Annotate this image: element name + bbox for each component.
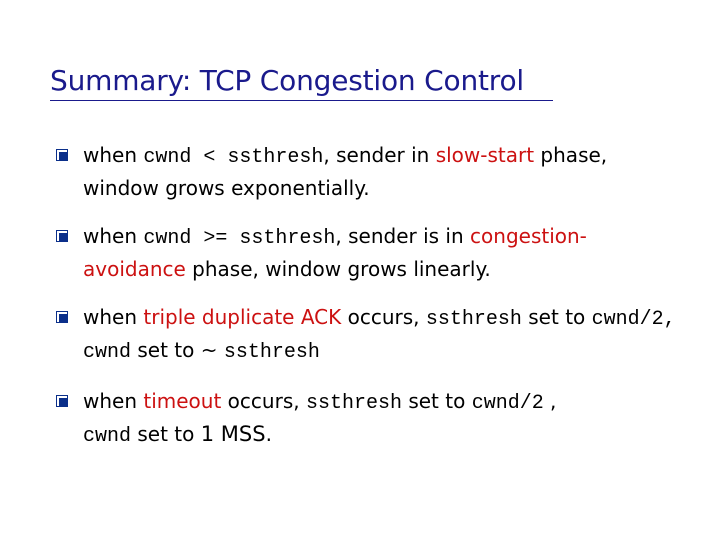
text-segment: when	[83, 224, 144, 248]
text-segment: phase, window grows linearly.	[185, 257, 491, 281]
highlight-text: triple duplicate ACK	[143, 305, 342, 329]
text-segment: occurs,	[341, 305, 426, 329]
code-text: cwnd/2	[471, 392, 544, 415]
square-bullet-icon	[56, 149, 68, 161]
code-text: cwnd	[83, 425, 132, 448]
square-bullet-icon	[56, 230, 68, 242]
text-segment: when	[83, 143, 144, 167]
square-bullet-icon	[56, 395, 68, 407]
highlight-text: congestion-avoidance	[83, 224, 587, 281]
text-segment: .	[265, 422, 272, 446]
page-title: Summary: TCP Congestion Control	[50, 64, 524, 97]
highlight-text: slow-start	[435, 143, 535, 167]
text-segment: , sender in	[323, 143, 436, 167]
text-segment: ,	[543, 389, 557, 413]
bullet-item-congestion-avoidance	[56, 221, 676, 284]
code-text: ssthresh	[305, 392, 402, 415]
code-text: cwnd < ssthresh	[143, 146, 324, 169]
text-segment: when	[83, 305, 144, 329]
code-text: ssthresh	[425, 308, 522, 331]
text-segment: occurs,	[221, 389, 306, 413]
title-underline	[50, 100, 553, 101]
bullet-item-triple-dup-ack	[56, 302, 676, 368]
highlight-text: timeout	[143, 389, 222, 413]
bullet-item-timeout	[56, 386, 676, 452]
code-text: cwnd	[83, 341, 132, 364]
square-bullet-icon	[56, 311, 68, 323]
text-segment: set to	[521, 305, 592, 329]
code-text: ssthresh	[223, 341, 320, 364]
text-segment: , sender is in	[335, 224, 471, 248]
code-text: cwnd >= ssthresh	[143, 227, 336, 250]
text-segment: set to ~	[131, 338, 224, 362]
text-segment: phase, window grows exponentially.	[83, 143, 608, 200]
text-segment: set to	[401, 389, 472, 413]
code-text: cwnd/2,	[591, 308, 676, 331]
bullet-item-slow-start	[56, 140, 676, 203]
text-segment: set to	[131, 422, 201, 446]
text-segment: 1 MSS	[200, 422, 266, 446]
bullet-list	[56, 140, 676, 470]
text-segment: when	[83, 389, 144, 413]
